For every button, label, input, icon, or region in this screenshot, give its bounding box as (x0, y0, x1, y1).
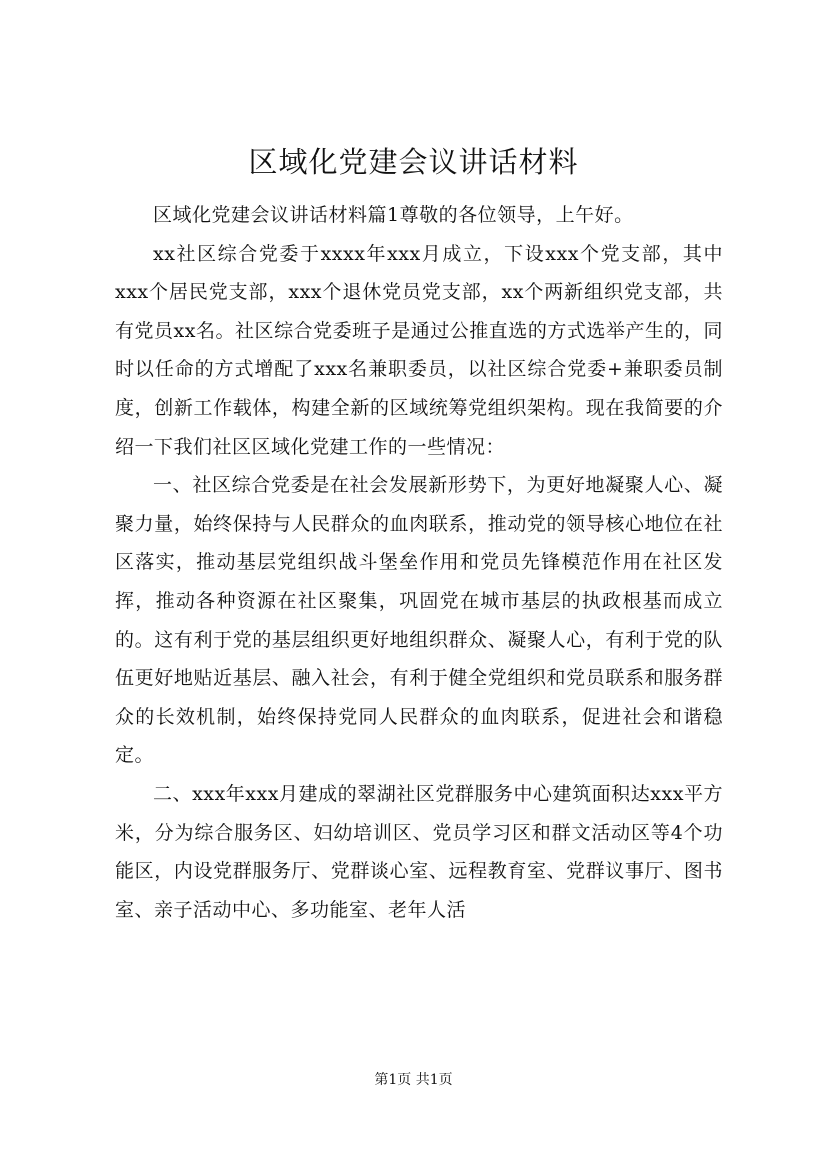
document-title: 区域化党建会议讲话材料 (248, 145, 579, 179)
document-body (115, 196, 723, 929)
paragraph-greeting: 区域化党建会议讲话材料篇1尊敬的各位领导，上午好。 (153, 204, 634, 226)
paragraph-section-two: 二、xxx年xxx月建成的翠湖社区党群服务中心建筑面积达xxx平方米，分为综合服务区、妇幼培训区、党员学习区和群文活动区等4个功能区，内设党群服务厅、党群谈心室、远程教育室、党群议事厅、图书室、亲子活动中心、多功能室、老年人活 (115, 782, 723, 921)
paragraph-intro: xx社区综合党委于xxxx年xxx月成立，下设xxx个党支部，其中xxx个居民党支部，xxx个退休党员党支部，xx个两新组织党支部，共有党员xx名。社区综合党委班子是通过公推直选的方式选举产生的，同时以任命的方式增配了xxx名兼职委员，以社区综合党委+兼职委员制度，创新工作载体，构建全新的区域统筹党组织架构。现在我简要的介绍一下我们社区区域化党建工作的一些情况： (115, 242, 723, 458)
paragraph-section-one: 一、社区综合党委是在社会发展新形势下，为更好地凝聚人心、凝聚力量，始终保持与人民群众的血肉联系，推动党的领导核心地位在社区落实，推动基层党组织战斗堡垒作用和党员先锋模范作用在社区发挥，推动各种资源在社区聚集，巩固党在城市基层的执政根基而成立的。这有利于党的基层组织更好地组织群众、凝聚人心，有利于党的队伍更好地贴近基层、融入社会，有利于健全党组织和党员联系和服务群众的长效机制，始终保持党同人民群众的血肉联系，促进社会和谐稳定。 (115, 474, 723, 767)
page-footer: 第1页 共1页 (374, 1072, 453, 1088)
